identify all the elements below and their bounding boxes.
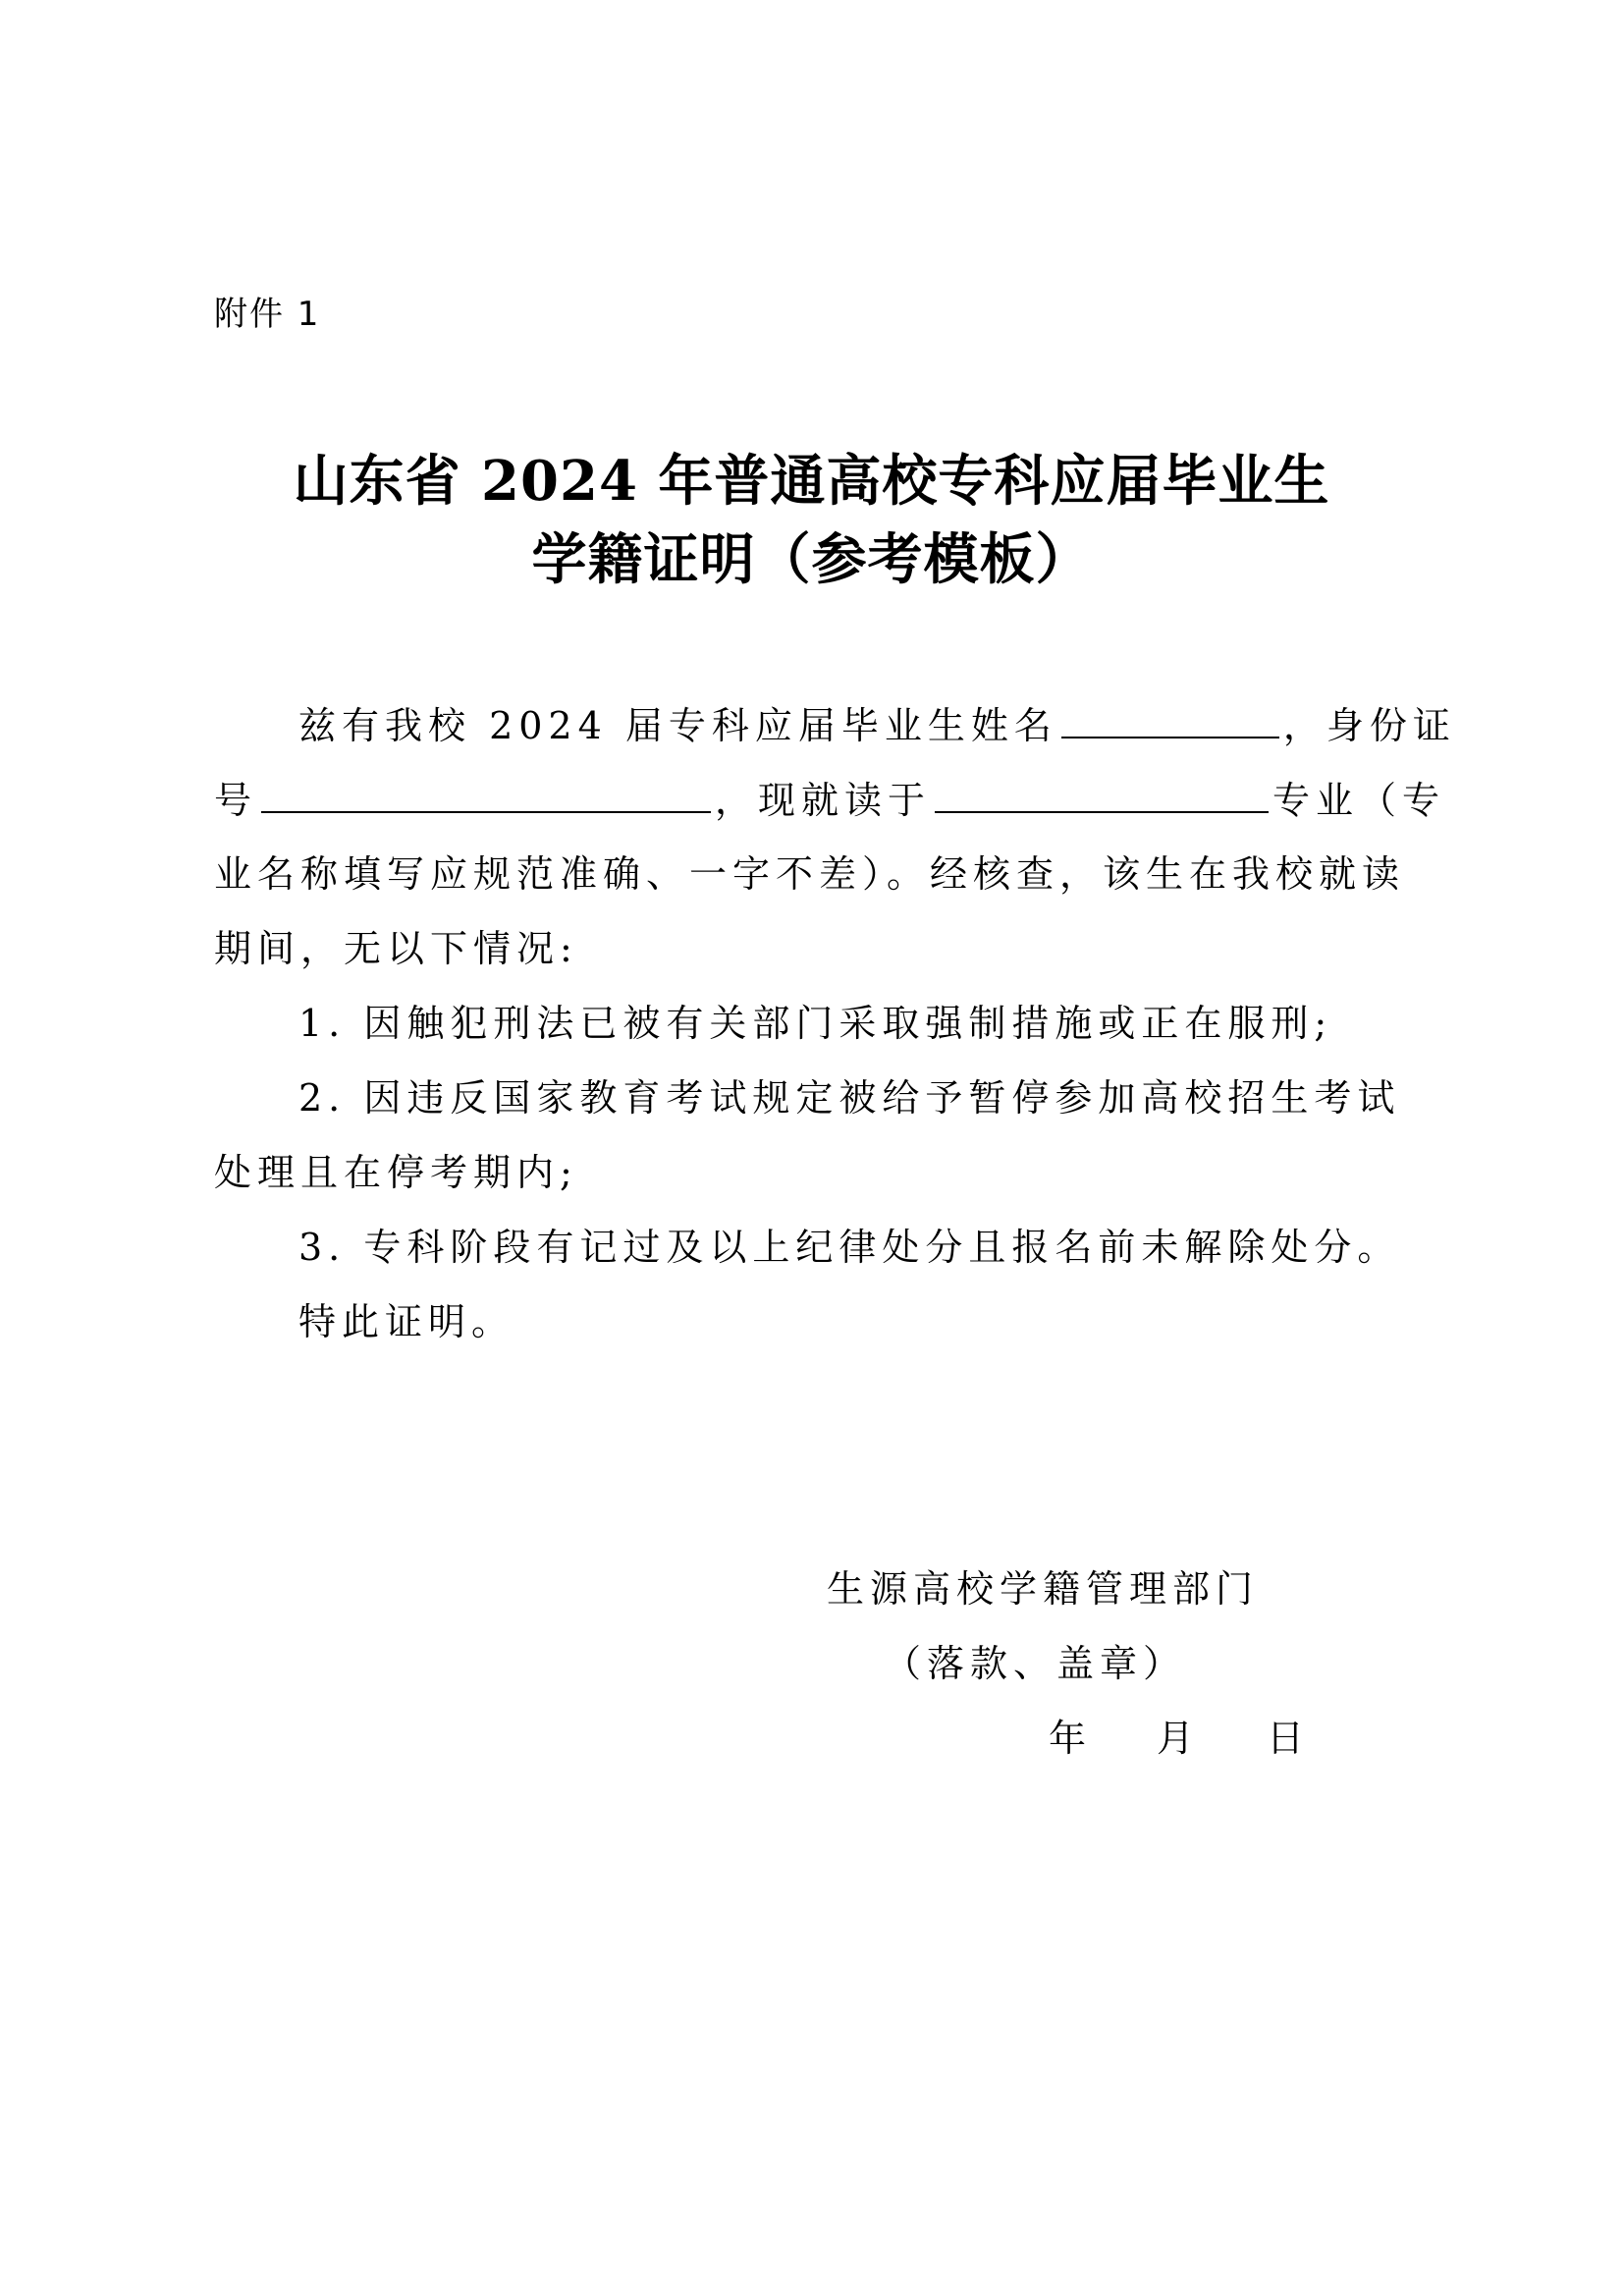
body-text: 专业（专 (1272, 779, 1446, 822)
id-number-blank (261, 774, 711, 813)
closing-statement: 特此证明。 (298, 1300, 515, 1343)
body-text: 兹有我校 2024 届专科应届毕业生姓名 (298, 704, 1057, 747)
signing-department: 生源高校学籍管理部门 (827, 1567, 1260, 1611)
date-year: 年 (1049, 1717, 1093, 1760)
body-text: ，身份证 (1282, 704, 1456, 747)
body-line-4: 期间，无以下情况: (214, 927, 578, 970)
condition-item-2-cont: 处理且在停考期内; (214, 1151, 578, 1194)
date-day: 日 (1267, 1717, 1311, 1760)
major-blank (935, 774, 1269, 813)
document-title-line-1: 山东省 2024 年普通高校专科应届毕业生 (293, 449, 1330, 514)
condition-item-3: 3. 专科阶段有记过及以上纪律处分且报名前未解除处分。 (298, 1226, 1401, 1269)
condition-item-1: 1. 因触犯刑法已被有关部门采取强制措施或正在服刑; (298, 1002, 1333, 1045)
name-blank (1061, 699, 1279, 738)
stamp-note: （落款、盖章） (884, 1642, 1187, 1685)
document-title-line-2: 学籍证明（参考模板） (531, 527, 1092, 592)
body-line-2 (214, 774, 1446, 826)
body-text: ，现就读于 (715, 779, 932, 822)
body-line-1 (214, 699, 1508, 751)
date-month: 月 (1157, 1717, 1201, 1760)
attachment-label: 附件 1 (214, 295, 321, 334)
condition-item-2: 2. 因违反国家教育考试规定被给予暂停参加高校招生考试 (298, 1076, 1401, 1120)
body-text: 号 (214, 779, 258, 822)
body-line-3: 业名称填写应规范准确、一字不差）。经核查，该生在我校就读 (214, 852, 1406, 896)
